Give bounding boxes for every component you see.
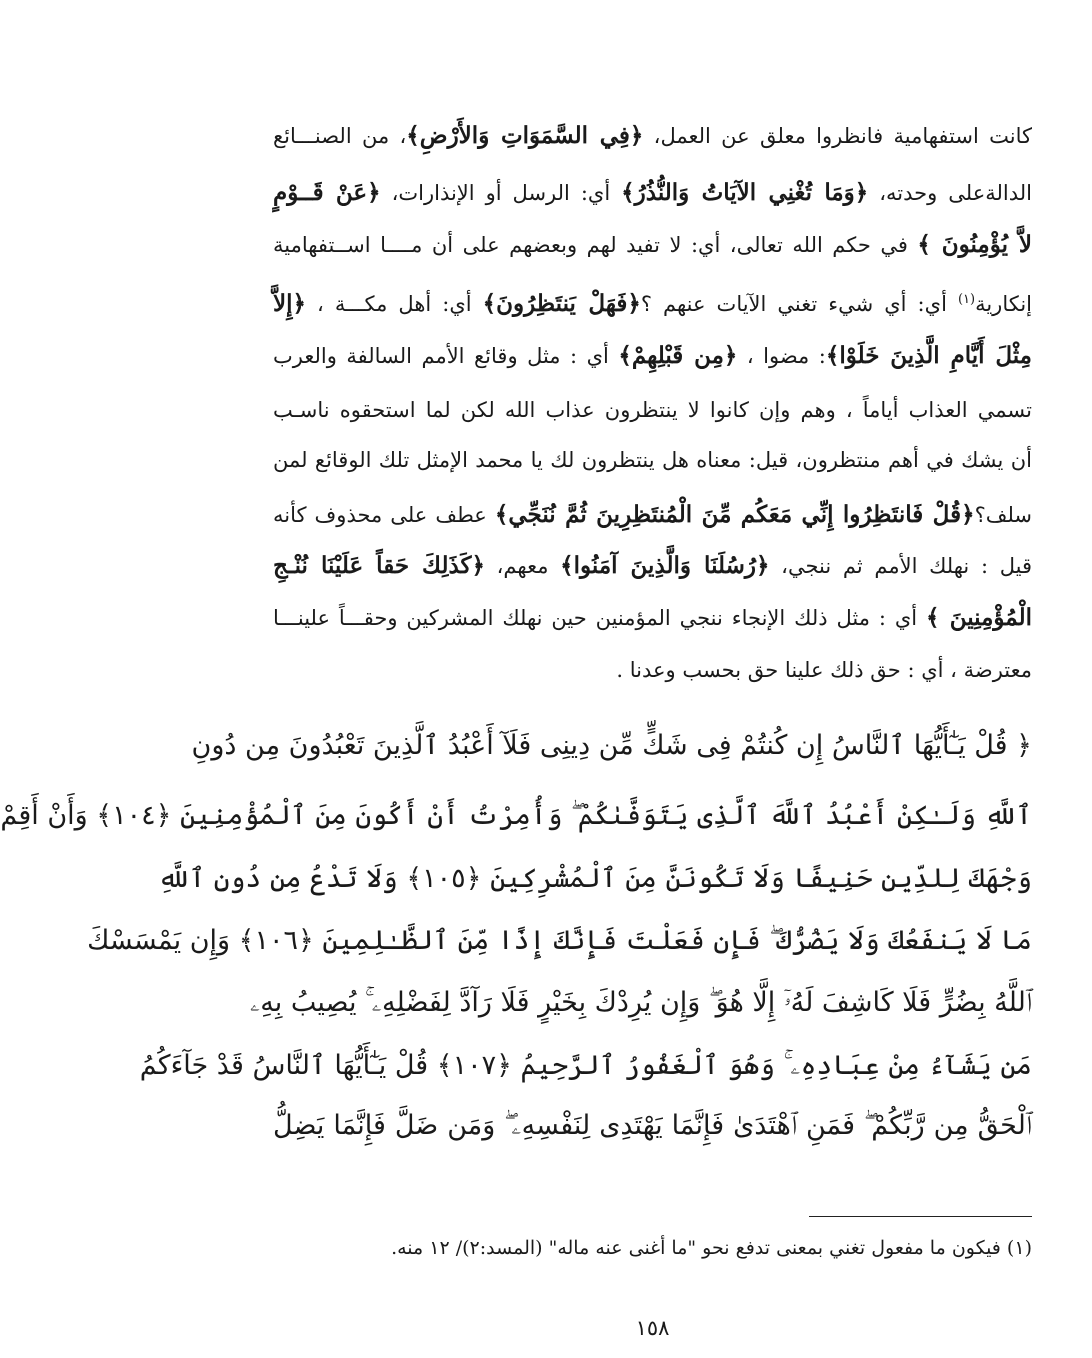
verse-line: ٱللَّهُ بِضُرٍّ فَلَا كَاشِفَ لَهُۥٓ إِلَّا هُوَ ۖ وَإِن يُرِدْكَ بِخَيْرٍ فَلَا رَآدَّ لِفَضْلِهِۦ ۚ يُصِيبُ بِهِۦ <box>250 987 1032 1018</box>
footnote-separator <box>809 1216 1032 1217</box>
commentary-line: أن يشك في أهم منتظرون، قيل: معناه هل ينتظرون لك يا محمد الإمثل تلك الوقائع لمن <box>273 448 1032 472</box>
quran-quote: ﴿عَنْ قَــوْمٍ <box>273 179 381 206</box>
verse-line: ٱللَّهِ وَلَـٰكِنْ أَعْبُدُ ٱللَّهَ ٱلَّذِى يَتَوَفَّىٰكُمْ ۖ وَأُمِرْتُ أَنْ أَكُونَ مِنَ ٱلْمُؤْمِنِينَ ﴿١٠٤﴾ وَأَنْ أَقِمْ <box>0 800 1032 831</box>
commentary-line: معترضة ، أي : حق ذلك علينا حق بحسب وعدنا . <box>616 658 1032 682</box>
commentary-line: لاَّ يُؤْمِنُونَ ﴾ في حكم الله تعالى، أي: لا تفيد لهم وبعضهم على أن مــــا اســتفهامية <box>273 231 1032 258</box>
verse-line: مَن يَشَآءُ مِنْ عِبَادِهِۦ ۚ وَهُوَ ٱلْغَفُورُ ٱلرَّحِيمُ ﴿١٠٧﴾ قُلْ يَـٰٓأَيُّهَا ٱلنَّاسُ قَدْ جَآءَكُمُ <box>139 1050 1032 1081</box>
quran-quote: ﴿فِي السَّمَوَاتِ وَالأَرْضِ﴾ <box>406 122 644 149</box>
quran-quote: ﴿قُلْ فَانتَظِرُوا إِنِّي مَعَكُم مِّنَ الْمُنتَظِرِينَ ثُمَّ نُنَجِّي﴾ <box>494 501 975 528</box>
verse-line: مَا لَا يَنفَعُكَ وَلَا يَضُرُّكَ ۖ فَإِن فَعَلْتَ فَإِنَّكَ إِذًا مِّنَ ٱلظَّـٰلِمِينَ ﴿١٠٦﴾ وَإِن يَمْسَسْكَ <box>87 925 1032 956</box>
commentary-line: كانت استفهامية فانظروا معلق عن العمل، ﴿فِي السَّمَوَاتِ وَالأَرْضِ﴾، من الصنـــائع <box>273 122 1032 149</box>
commentary-line: سلف؟﴿قُلْ فَانتَظِرُوا إِنِّي مَعَكُم مِّنَ الْمُنتَظِرِينَ ثُمَّ نُنَجِّي﴾ عطف على محذوف كأنه <box>273 501 1032 528</box>
quran-quote: ﴿كَذَلِكَ حَقاً عَلَيْنَا نُنْـجِ <box>273 552 485 579</box>
footnote: (١) فيكون ما مفعول تغني بمعنى تدفع نحو "ما أغنى عنه ماله" (المسد:٢)/ ١٢ منه. <box>391 1237 1032 1259</box>
commentary-line: الْمُؤْمِنِينَ ﴾ أي : مثل ذلك الإنجاء ننجي المؤمنين حين نهلك المشركين وحقـــاً علينـــا <box>273 604 1032 631</box>
commentary-line: قيل : نهلك الأمم ثم ننجي، ﴿رُسُلَنَا وَالَّذِينَ آمَنُوا﴾ معهم، ﴿كَذَلِكَ حَقاً عَلَيْنَا نُنْـجِ <box>273 552 1032 579</box>
verse-line: ٱلْحَقُّ مِن رَّبِّكُمْ ۖ فَمَنِ ٱهْتَدَىٰ فَإِنَّمَا يَهْتَدِى لِنَفْسِهِۦ ۖ وَمَن ضَلَّ فَإِنَّمَا يَضِلُّ <box>273 1110 1032 1141</box>
commentary-line: إنكارية$^{(١)}$ أي: أي شيء تغني الآيات عنهم ؟﴿فَهَلْ يَنتَظِرُونَ﴾ أي: أهل مكـــة ، ﴿إِلاَّ <box>273 290 1032 317</box>
page-number: ١٥٨ <box>635 1316 670 1340</box>
quran-quote: لاَّ يُؤْمِنُونَ ﴾ <box>917 231 1032 258</box>
quran-quote: ﴿رُسُلَنَا وَالَّذِينَ آمَنُوا﴾ <box>560 552 770 579</box>
verse-line: وَجْهَكَ لِلدِّينِ حَنِيفًا وَلَا تَكُونَنَّ مِنَ ٱلْمُشْرِكِينَ ﴿١٠٥﴾ وَلَا تَدْعُ مِن دُونِ ٱللَّهِ <box>157 863 1032 894</box>
quran-quote: ﴿مِن قَبْلِهِمْ﴾ <box>618 342 738 369</box>
quran-quote: مِثْلَ أَيَّامِ الَّذِينَ خَلَوْا﴾ <box>825 342 1032 369</box>
quran-quote: ﴿وَمَا تُغْنِي الآيَاتُ وَالنُّذُرُ﴾ <box>621 179 869 206</box>
quran-quote: ﴿فَهَلْ يَنتَظِرُونَ﴾ <box>482 290 641 317</box>
commentary-line: مِثْلَ أَيَّامِ الَّذِينَ خَلَوْا﴾: مضوا ، ﴿مِن قَبْلِهِمْ﴾ أي : مثل وقائع الأمم السالفة والعرب <box>273 342 1032 369</box>
footnote-reference: (١) <box>957 292 976 307</box>
verse-line: ﴿ قُلْ يَـٰٓأَيُّهَا ٱلنَّاسُ إِن كُنتُمْ فِى شَكٍّ مِّن دِينِى فَلَآ أَعْبُدُ ٱلَّذِينَ تَعْبُدُونَ مِن دُونِ <box>191 730 1032 761</box>
quran-quote: ﴿إِلاَّ <box>273 290 306 317</box>
commentary-line: الدالةعلى وحدته، ﴿وَمَا تُغْنِي الآيَاتُ وَالنُّذُرُ﴾ أي: الرسل أو الإنذارات، ﴿عَنْ قَــوْمٍ <box>273 179 1032 206</box>
commentary-line: تسمي العذاب أياماً ، وهم وإن كانوا لا ينتظرون عذاب الله لكن لما استحقوه ناسـب <box>273 398 1032 422</box>
quran-quote: الْمُؤْمِنِينَ ﴾ <box>926 604 1032 631</box>
